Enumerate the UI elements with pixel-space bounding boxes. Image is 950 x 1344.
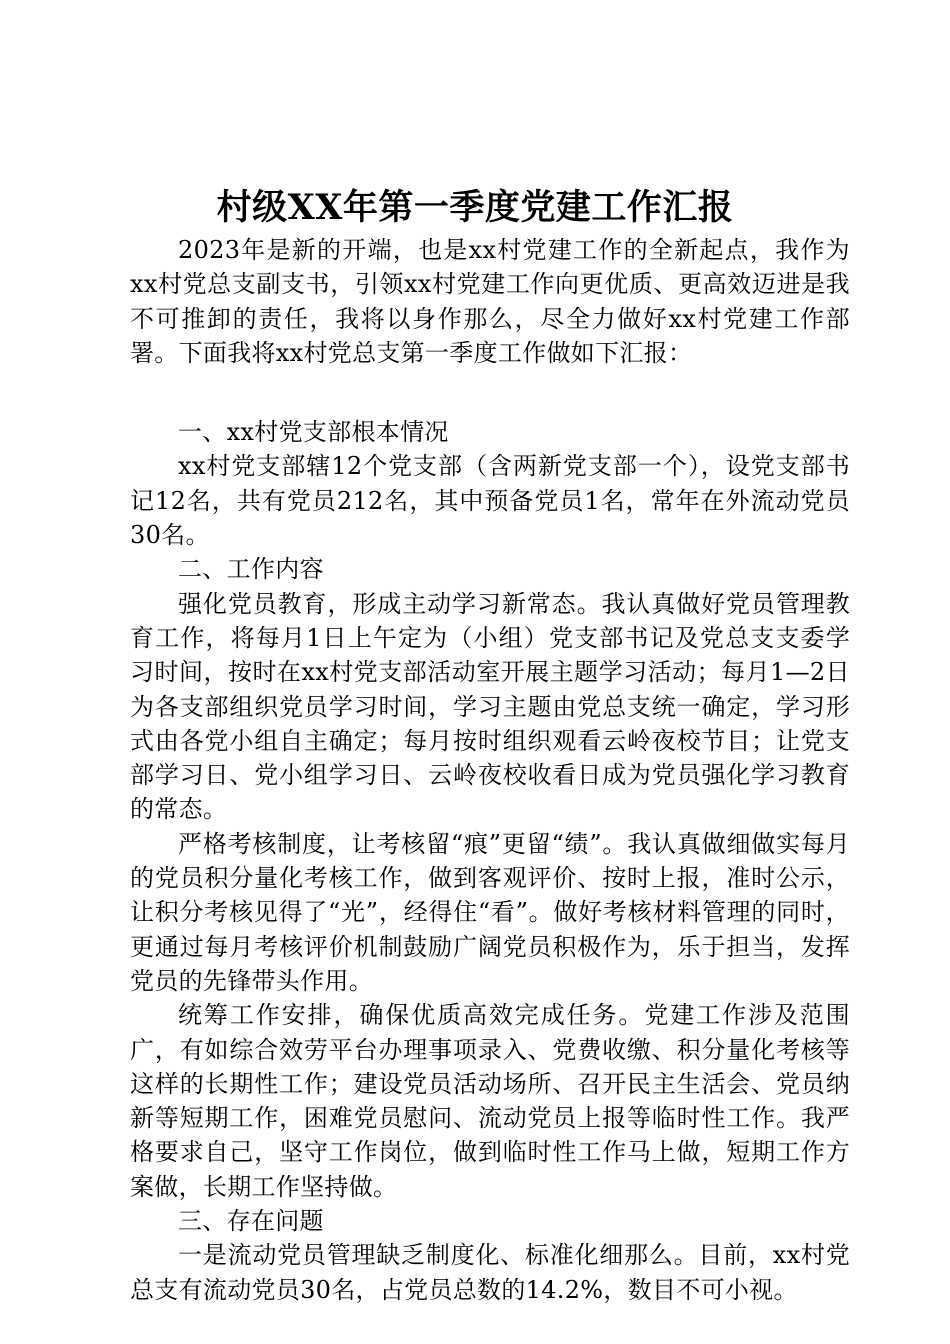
paragraph-basic-situation: xx村党支部辖12个党支部（含两新党支部一个），设党支部书记12名，共有党员212名，其中预备党员1名，常年在外流动党员30名。 xyxy=(130,452,850,550)
paragraph-coordination: 统筹工作安排，确保优质高效完成任务。党建工作涉及范围广，有如综合效劳平台办理事项录入、党费收缴、积分量化考核等这样的长期性工作；建设党员活动场所、召开民主生活会、党员纳新等短期工作，困难党员慰问、流动党员上报等临时性工作。我严格要求自己，坚守工作岗位，做到临时性工作马上做，短期工作方案做，长期工作坚持做。 xyxy=(130,1001,850,1201)
paragraph-assessment: 严格考核制度，让考核留“痕”更留“绩”。我认真做细做实每月的党员积分量化考核工作，做到客观评价、按时上报，准时公示，让积分考核见得了“光”，经得住“看”。做好考核材料管理的同时，更通过每月考核评价机制鼓励广阔党员积极作为，乐于担当，发挥党员的先锋带头作用。 xyxy=(130,829,850,995)
section-heading-1: 一、xx村党支部根本情况 xyxy=(178,418,449,447)
document-body xyxy=(130,233,850,1307)
document-title: 村级XX年第一季度党建工作汇报 xyxy=(216,187,734,228)
section-heading-3: 三、存在问题 xyxy=(178,1207,324,1236)
paragraph-education: 强化党员教育，形成主动学习新常态。我认真做好党员管理教育工作，将每月1日上午定为（小组）党支部书记及党总支支委学习时间，按时在xx村党支部活动室开展主题学习活动；每月1—2日为各支部组织党员学习时间，学习主题由党总支统一确定，学习形式由各党小组自主确定；每月按时组织观看云岭夜校节目；让党支部学习日、党小组学习日、云岭夜校收看日成为党员强化学习教育的常态。 xyxy=(130,589,850,824)
paragraph-problem-1: 一是流动党员管理缺乏制度化、标准化细那么。目前，xx村党总支有流动党员30名，占党员总数的14.2%，数目不可小视。 xyxy=(130,1241,850,1304)
section-heading-2: 二、工作内容 xyxy=(178,555,324,584)
paragraph-intro: 2023年是新的开端，也是xx村党建工作的全新起点，我作为xx村党总支副支书，引领xx村党建工作向更优质、更高效迈进是我不可推卸的责任，我将以身作那么，尽全力做好xx村党建工作部署。下面我将xx村党总支第一季度工作做如下汇报： xyxy=(130,236,850,367)
